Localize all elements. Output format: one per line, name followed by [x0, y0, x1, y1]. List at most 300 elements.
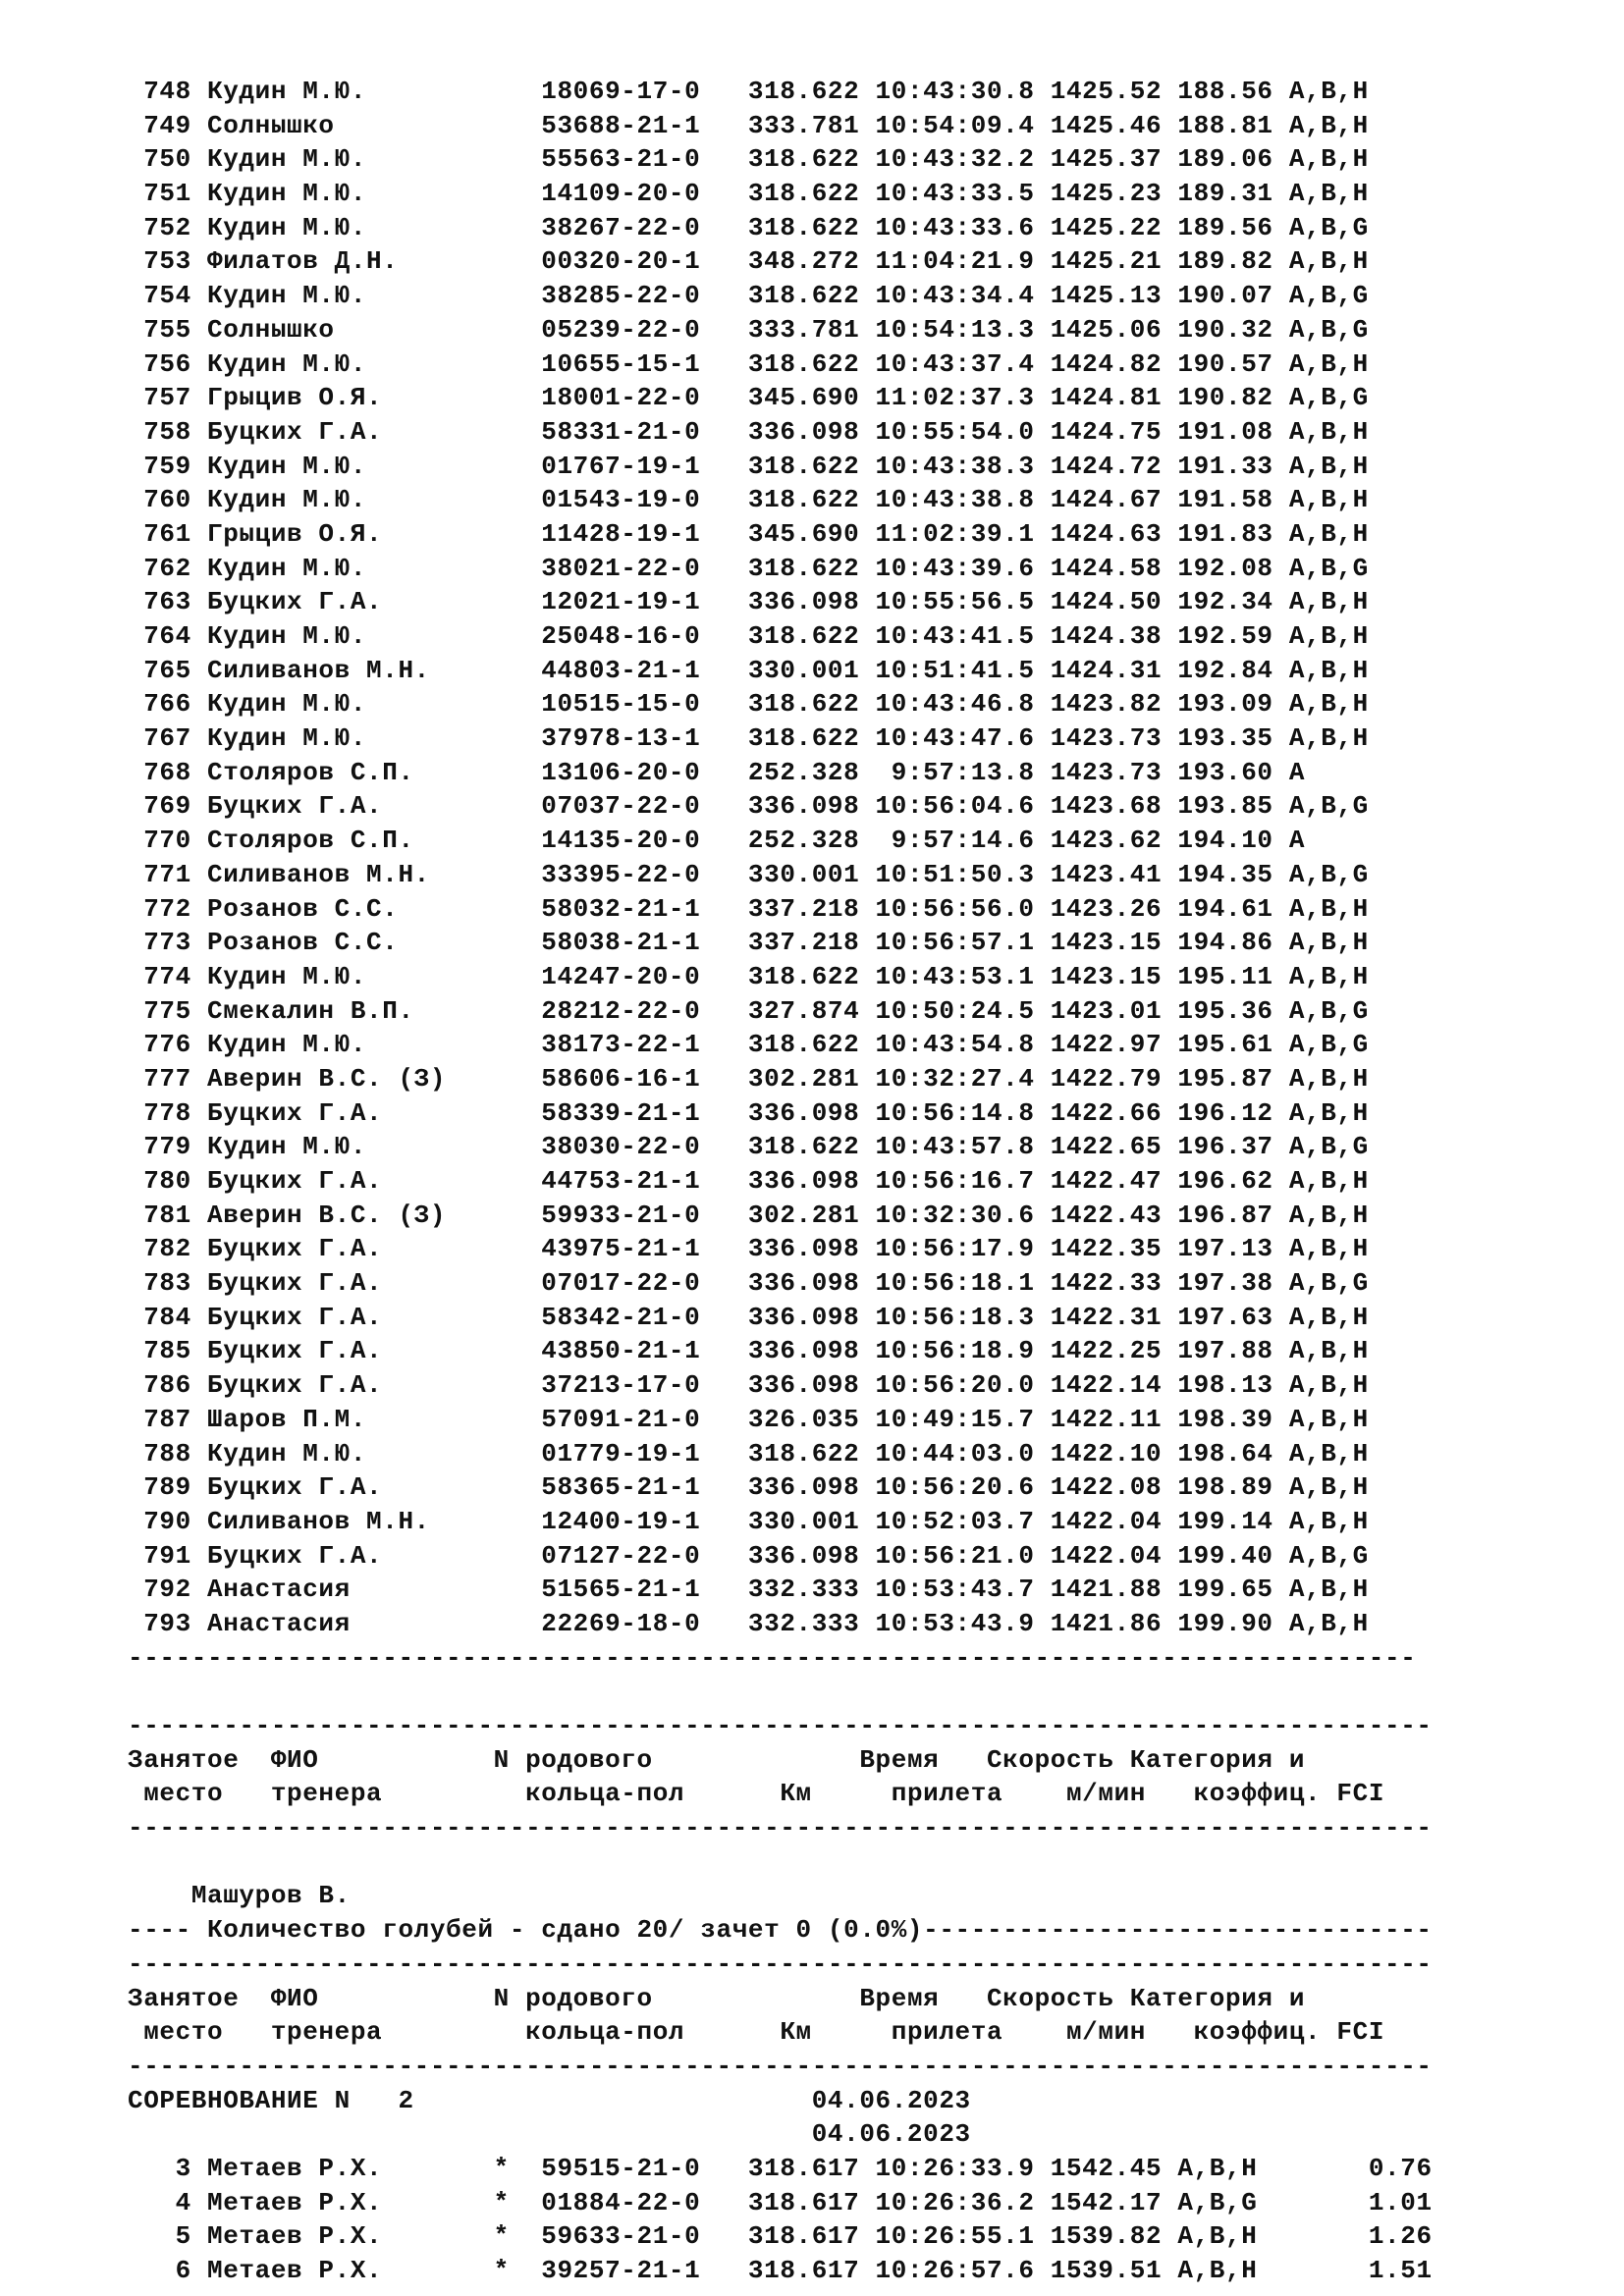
coefficient: 191.83 [1177, 518, 1273, 549]
place: 767 [143, 723, 191, 754]
col-ring-h2: кольца-пол [525, 1779, 685, 1809]
coach-summary: Количество голубей - сдано 20/ зачет 0 (0.0%) [207, 1915, 924, 1946]
distance-km: 337.218 [747, 893, 860, 924]
speed: 1424.75 [1050, 416, 1163, 447]
speed: 1424.58 [1050, 553, 1163, 583]
distance-km: 332.333 [747, 1608, 860, 1638]
ring-number: 44803-21-1 [541, 655, 701, 685]
category: A,B,G [1288, 212, 1369, 242]
coefficient: 198.64 [1177, 1438, 1273, 1468]
category: A [1288, 757, 1306, 787]
ring-number: 14109-20-0 [541, 179, 701, 209]
speed: 1425.37 [1050, 144, 1163, 175]
ring-number: 05239-22-0 [541, 314, 701, 345]
speed: 1423.68 [1050, 791, 1163, 822]
coefficient: 189.56 [1177, 212, 1273, 242]
trainer-name: Кудин М.Ю. [207, 212, 367, 242]
place: 771 [143, 859, 191, 889]
place: 749 [143, 110, 191, 140]
coefficient: 197.13 [1177, 1234, 1273, 1264]
coefficient: 194.61 [1177, 893, 1273, 924]
col-name-h1: ФИО [270, 1983, 319, 2013]
result-row [128, 450, 1433, 484]
distance-km: 318.622 [747, 961, 860, 991]
separator: ---------------------------------------------------------------------------------- [128, 1949, 1433, 1979]
place: 760 [143, 485, 191, 515]
distance-km: 318.622 [747, 621, 860, 651]
result-row [128, 994, 1433, 1029]
distance-km: 318.622 [747, 451, 860, 481]
coach-name: Машуров В. [190, 1881, 351, 1911]
ring-number: 38021-22-0 [541, 553, 701, 583]
ring-number: 59515-21-0 [541, 2153, 701, 2183]
ring-number: 51565-21-1 [541, 1575, 701, 1605]
speed: 1422.97 [1050, 1030, 1163, 1060]
trainer-name: Анастасия [207, 1608, 351, 1638]
ring-number: 07017-22-0 [541, 1268, 701, 1299]
distance-km: 336.098 [747, 1336, 860, 1366]
place: 781 [143, 1200, 191, 1230]
category: A [1288, 826, 1306, 856]
place: 750 [143, 144, 191, 175]
speed: 1423.15 [1050, 928, 1163, 958]
competition-date: 04.06.2023 [811, 2085, 971, 2115]
trainer-name: Аверин В.С. (З) [207, 1063, 447, 1094]
trainer-name: Кудин М.Ю. [207, 77, 367, 106]
place: 770 [143, 826, 191, 856]
category: A,B,H [1288, 961, 1369, 991]
place: 4 [175, 2187, 191, 2217]
speed: 1424.38 [1050, 621, 1163, 651]
distance-km: 318.622 [747, 348, 860, 379]
arrival-time: 11:04:21.9 [875, 246, 1035, 277]
coefficient: 196.62 [1177, 1166, 1273, 1196]
table2-header-1 [128, 1982, 1433, 2016]
result-row [128, 892, 1433, 927]
speed: 1422.33 [1050, 1268, 1163, 1299]
speed: 1424.31 [1050, 655, 1163, 685]
distance-km: 318.622 [747, 553, 860, 583]
ring-number: 43850-21-1 [541, 1336, 701, 1366]
speed: 1425.21 [1050, 246, 1163, 277]
result-row [128, 279, 1433, 313]
arrival-time: 11:02:39.1 [875, 518, 1035, 549]
ring-number: 14247-20-0 [541, 961, 701, 991]
trainer-name: Буцких Г.А. [207, 1268, 383, 1299]
speed: 1423.73 [1050, 723, 1163, 754]
place: 755 [143, 314, 191, 345]
ring-number: 01767-19-1 [541, 451, 701, 481]
distance-km: 252.328 [747, 826, 860, 856]
trainer-name: Кудин М.Ю. [207, 281, 367, 311]
trainer-name: Буцких Г.А. [207, 1302, 383, 1332]
distance-km: 333.781 [747, 110, 860, 140]
arrival-time: 10:56:18.3 [875, 1302, 1035, 1332]
place: 780 [143, 1166, 191, 1196]
distance-km: 318.622 [747, 1132, 860, 1162]
result-row [128, 585, 1433, 619]
coefficient: 197.88 [1177, 1336, 1273, 1366]
col-name-h2: тренера [270, 2017, 383, 2048]
trainer-name: Метаев Р.Х. [207, 2256, 383, 2285]
place: 790 [143, 1506, 191, 1536]
trainer-name: Буцких Г.А. [207, 791, 383, 822]
fci-coefficient: 1.51 [1368, 2256, 1433, 2285]
trainer-name: Филатов Д.Н. [207, 246, 399, 277]
col-name-h2: тренера [270, 1779, 383, 1809]
col-speed-h2: м/мин [1065, 2017, 1146, 2048]
place: 766 [143, 689, 191, 720]
arrival-time: 10:43:38.8 [875, 485, 1035, 515]
speed: 1424.82 [1050, 348, 1163, 379]
ring-number: 11428-19-1 [541, 518, 701, 549]
place: 793 [143, 1608, 191, 1638]
coefficient: 190.82 [1177, 383, 1273, 413]
coefficient: 192.84 [1177, 655, 1273, 685]
arrival-time: 10:56:21.0 [875, 1540, 1035, 1571]
arrival-time: 10:51:41.5 [875, 655, 1035, 685]
col-km-h2: Км [780, 2017, 812, 2048]
arrival-time: 10:53:43.9 [875, 1608, 1035, 1638]
coefficient: 195.61 [1177, 1030, 1273, 1060]
arrival-time: 10:56:18.9 [875, 1336, 1035, 1366]
result-row [128, 1368, 1433, 1403]
category: A,B,H [1288, 928, 1369, 958]
result-row [128, 1301, 1433, 1335]
mark: * [493, 2187, 510, 2217]
result-row [128, 721, 1433, 756]
arrival-time: 9:57:14.6 [891, 826, 1035, 856]
coefficient: 199.65 [1177, 1575, 1273, 1605]
ring-number: 14135-20-0 [541, 826, 701, 856]
col-cat-h2: коэффиц. FCI [1193, 2017, 1385, 2048]
coefficient: 190.07 [1177, 281, 1273, 311]
ring-number: 18069-17-0 [541, 77, 701, 106]
speed: 1424.50 [1050, 587, 1163, 617]
arrival-time: 10:56:16.7 [875, 1166, 1035, 1196]
speed: 1422.25 [1050, 1336, 1163, 1366]
ring-number: 58331-21-0 [541, 416, 701, 447]
distance-km: 330.001 [747, 1506, 860, 1536]
result-row [128, 415, 1433, 450]
summary-line: ---- Количество голубей - сдано 20/ зачет 0 (0.0%)-------------------------------- [128, 1915, 1433, 1946]
trainer-name: Буцких Г.А. [207, 416, 383, 447]
arrival-time: 10:43:46.8 [875, 689, 1035, 720]
distance-km: 318.622 [747, 723, 860, 754]
col-km-h2: Км [780, 1779, 812, 1809]
ring-number: 10655-15-1 [541, 348, 701, 379]
category: A,B,H [1288, 451, 1369, 481]
category: A,B,H [1288, 621, 1369, 651]
arrival-time: 10:43:32.2 [875, 144, 1035, 175]
col-speed-h2: м/мин [1065, 1779, 1146, 1809]
col-cat-h1: Категория и [1129, 1983, 1306, 2013]
distance-km: 318.622 [747, 689, 860, 720]
distance-km: 302.281 [747, 1063, 860, 1094]
result-row [128, 142, 1433, 177]
arrival-time: 10:26:57.6 [875, 2256, 1035, 2285]
result-row [128, 1505, 1433, 1539]
place: 758 [143, 416, 191, 447]
category: A,B,H [1288, 723, 1369, 754]
place: 788 [143, 1438, 191, 1468]
place: 777 [143, 1063, 191, 1094]
trainer-name: Розанов С.С. [207, 928, 399, 958]
speed: 1423.82 [1050, 689, 1163, 720]
trainer-name: Кудин М.Ю. [207, 689, 367, 720]
ring-number: 25048-16-0 [541, 621, 701, 651]
distance-km: 336.098 [747, 1472, 860, 1503]
speed: 1424.72 [1050, 451, 1163, 481]
col-cat-h1: Категория и [1129, 1744, 1306, 1775]
category: A,B,H [1177, 2153, 1258, 2183]
mark: * [493, 2256, 510, 2285]
speed: 1422.47 [1050, 1166, 1163, 1196]
col-place-h1: Занятое [128, 1744, 240, 1775]
result-row [128, 1437, 1433, 1471]
category: A,B,H [1288, 110, 1369, 140]
place: 5 [175, 2221, 191, 2252]
category: A,B,H [1288, 1506, 1369, 1536]
ring-number: 57091-21-0 [541, 1404, 701, 1434]
speed: 1422.35 [1050, 1234, 1163, 1264]
trainer-name: Кудин М.Ю. [207, 1030, 367, 1060]
distance-km: 327.874 [747, 995, 860, 1026]
coefficient: 191.08 [1177, 416, 1273, 447]
trainer-name: Солнышко [207, 314, 335, 345]
category: A,B,H [1288, 1370, 1369, 1401]
category: A,B,H [1288, 144, 1369, 175]
distance-km: 336.098 [747, 1097, 860, 1128]
place: 3 [175, 2153, 191, 2183]
category: A,B,G [1288, 281, 1369, 311]
distance-km: 336.098 [747, 1540, 860, 1571]
distance-km: 318.617 [747, 2153, 860, 2183]
trainer-name: Аверин В.С. (З) [207, 1200, 447, 1230]
category: A,B,G [1288, 553, 1369, 583]
trainer-name: Столяров С.П. [207, 757, 414, 787]
fci-coefficient: 1.26 [1368, 2221, 1433, 2252]
distance-km: 337.218 [747, 928, 860, 958]
coefficient: 199.90 [1177, 1608, 1273, 1638]
coefficient: 194.35 [1177, 859, 1273, 889]
arrival-time: 10:43:57.8 [875, 1132, 1035, 1162]
speed: 1542.17 [1050, 2187, 1163, 2217]
result-row [128, 517, 1433, 552]
place: 776 [143, 1030, 191, 1060]
category: A,B,G [1288, 791, 1369, 822]
arrival-time: 10:56:20.6 [875, 1472, 1035, 1503]
arrival-time: 10:43:33.5 [875, 179, 1035, 209]
col-ring-h2: кольца-пол [525, 2017, 685, 2048]
speed: 1422.43 [1050, 1200, 1163, 1230]
result-row [128, 347, 1433, 382]
coefficient: 189.82 [1177, 246, 1273, 277]
place: 757 [143, 383, 191, 413]
result-row [128, 75, 1433, 109]
coefficient: 192.59 [1177, 621, 1273, 651]
category: A,B,H [1288, 1472, 1369, 1503]
trainer-name: Буцких Г.А. [207, 1234, 383, 1264]
coefficient: 188.81 [1177, 110, 1273, 140]
ring-number: 59633-21-0 [541, 2221, 701, 2252]
place: 778 [143, 1097, 191, 1128]
speed: 1422.14 [1050, 1370, 1163, 1401]
distance-km: 318.617 [747, 2256, 860, 2285]
coefficient: 196.37 [1177, 1132, 1273, 1162]
separator: ---------------------------------------------------------------------------------- [128, 1711, 1433, 1740]
arrival-time: 10:56:56.0 [875, 893, 1035, 924]
arrival-time: 10:43:37.4 [875, 348, 1035, 379]
speed: 1422.65 [1050, 1132, 1163, 1162]
result-row [128, 1062, 1433, 1096]
distance-km: 345.690 [747, 518, 860, 549]
coefficient: 190.32 [1177, 314, 1273, 345]
place: 759 [143, 451, 191, 481]
arrival-time: 10:56:17.9 [875, 1234, 1035, 1264]
ring-number: 18001-22-0 [541, 383, 701, 413]
category: A,B,H [1288, 179, 1369, 209]
ring-number: 38267-22-0 [541, 212, 701, 242]
speed: 1424.67 [1050, 485, 1163, 515]
category: A,B,G [1288, 995, 1369, 1026]
category: A,B,H [1288, 587, 1369, 617]
ring-number: 10515-15-0 [541, 689, 701, 720]
ring-number: 07127-22-0 [541, 1540, 701, 1571]
fci-coefficient: 0.76 [1368, 2153, 1433, 2183]
coefficient: 198.89 [1177, 1472, 1273, 1503]
place: 748 [143, 77, 191, 106]
distance-km: 318.617 [747, 2187, 860, 2217]
place: 779 [143, 1132, 191, 1162]
separator: ---------------------------------------------------------------------------------- [128, 1813, 1433, 1843]
category: A,B,G [1288, 314, 1369, 345]
ring-number: 07037-22-0 [541, 791, 701, 822]
arrival-time: 10:49:15.7 [875, 1404, 1035, 1434]
col-time-h1: Время [859, 1983, 940, 2013]
ring-number: 58339-21-1 [541, 1097, 701, 1128]
distance-km: 318.622 [747, 485, 860, 515]
trainer-name: Буцких Г.А. [207, 1472, 383, 1503]
ring-number: 38285-22-0 [541, 281, 701, 311]
category: A,B,H [1288, 1336, 1369, 1366]
trainer-name: Кудин М.Ю. [207, 1438, 367, 1468]
fci-coefficient: 1.01 [1368, 2187, 1433, 2217]
trainer-name: Столяров С.П. [207, 826, 414, 856]
results-report [128, 75, 1433, 2288]
category: A,B,G [1288, 1132, 1369, 1162]
speed: 1423.62 [1050, 826, 1163, 856]
trainer-name: Грыцив О.Я. [207, 383, 383, 413]
distance-km: 318.622 [747, 281, 860, 311]
category: A,B,H [1177, 2256, 1258, 2285]
speed: 1425.06 [1050, 314, 1163, 345]
result-row [128, 313, 1433, 347]
arrival-time: 10:43:38.3 [875, 451, 1035, 481]
trainer-name: Кудин М.Ю. [207, 485, 367, 515]
trainer-name: Силиванов М.Н. [207, 859, 430, 889]
place: 774 [143, 961, 191, 991]
trainer-name: Метаев Р.Х. [207, 2187, 383, 2217]
category: A,B,G [1288, 1030, 1369, 1060]
ring-number: 22269-18-0 [541, 1608, 701, 1638]
category: A,B,H [1288, 689, 1369, 720]
ring-number: 44753-21-1 [541, 1166, 701, 1196]
coefficient: 189.31 [1177, 179, 1273, 209]
mark: * [493, 2221, 510, 2252]
category: A,B,G [1288, 383, 1369, 413]
place: 787 [143, 1404, 191, 1434]
place: 792 [143, 1575, 191, 1605]
ring-number: 55563-21-0 [541, 144, 701, 175]
place: 6 [175, 2256, 191, 2285]
distance-km: 336.098 [747, 791, 860, 822]
ring-number: 39257-21-1 [541, 2256, 701, 2285]
result-row [128, 1028, 1433, 1062]
col-time-h1: Время [859, 1744, 940, 1775]
place: 768 [143, 757, 191, 787]
competition-title: СОРЕВНОВАНИЕ N 2 [128, 2085, 414, 2115]
category: A,B,H [1288, 246, 1369, 277]
competition-date-2: 04.06.2023 [811, 2119, 971, 2150]
col-ring-h1: N родового [493, 1983, 653, 2013]
arrival-time: 10:26:36.2 [875, 2187, 1035, 2217]
trainer-name: Солнышко [207, 110, 335, 140]
distance-km: 318.622 [747, 212, 860, 242]
result-row [128, 483, 1433, 517]
distance-km: 345.690 [747, 383, 860, 413]
speed: 1422.31 [1050, 1302, 1163, 1332]
category: A,B,H [1288, 485, 1369, 515]
result-row [128, 211, 1433, 245]
distance-km: 333.781 [747, 314, 860, 345]
place: 765 [143, 655, 191, 685]
result-row [128, 654, 1433, 688]
coefficient: 192.34 [1177, 587, 1273, 617]
col-speed-h1: Скорость [986, 1983, 1114, 2013]
place: 764 [143, 621, 191, 651]
result-row [128, 619, 1433, 654]
category: A,B,H [1288, 1404, 1369, 1434]
result-row [128, 1607, 1433, 1641]
trainer-name: Кудин М.Ю. [207, 144, 367, 175]
distance-km: 326.035 [747, 1404, 860, 1434]
category: A,B,H [1288, 1608, 1369, 1638]
trainer-name: Буцких Г.А. [207, 1336, 383, 1366]
category: A,B,H [1177, 2221, 1258, 2252]
col-ring-h1: N родового [493, 1744, 653, 1775]
ring-number: 59933-21-0 [541, 1200, 701, 1230]
arrival-time: 10:26:33.9 [875, 2153, 1035, 2183]
arrival-time: 11:02:37.3 [875, 383, 1035, 413]
coefficient: 195.87 [1177, 1063, 1273, 1094]
distance-km: 336.098 [747, 1370, 860, 1401]
ring-number: 38030-22-0 [541, 1132, 701, 1162]
coefficient: 196.87 [1177, 1200, 1273, 1230]
competition-line [128, 2084, 1433, 2118]
speed: 1422.11 [1050, 1404, 1163, 1434]
result-row [128, 1539, 1433, 1574]
trainer-name: Буцких Г.А. [207, 1370, 383, 1401]
trainer-name: Смекалин В.П. [207, 995, 414, 1026]
ring-number: 43975-21-1 [541, 1234, 701, 1264]
coefficient: 189.06 [1177, 144, 1273, 175]
coefficient: 193.60 [1177, 757, 1273, 787]
category: A,B,H [1288, 1200, 1369, 1230]
col-place-h2: место [143, 1779, 224, 1809]
trainer-name: Розанов С.С. [207, 893, 399, 924]
distance-km: 336.098 [747, 587, 860, 617]
